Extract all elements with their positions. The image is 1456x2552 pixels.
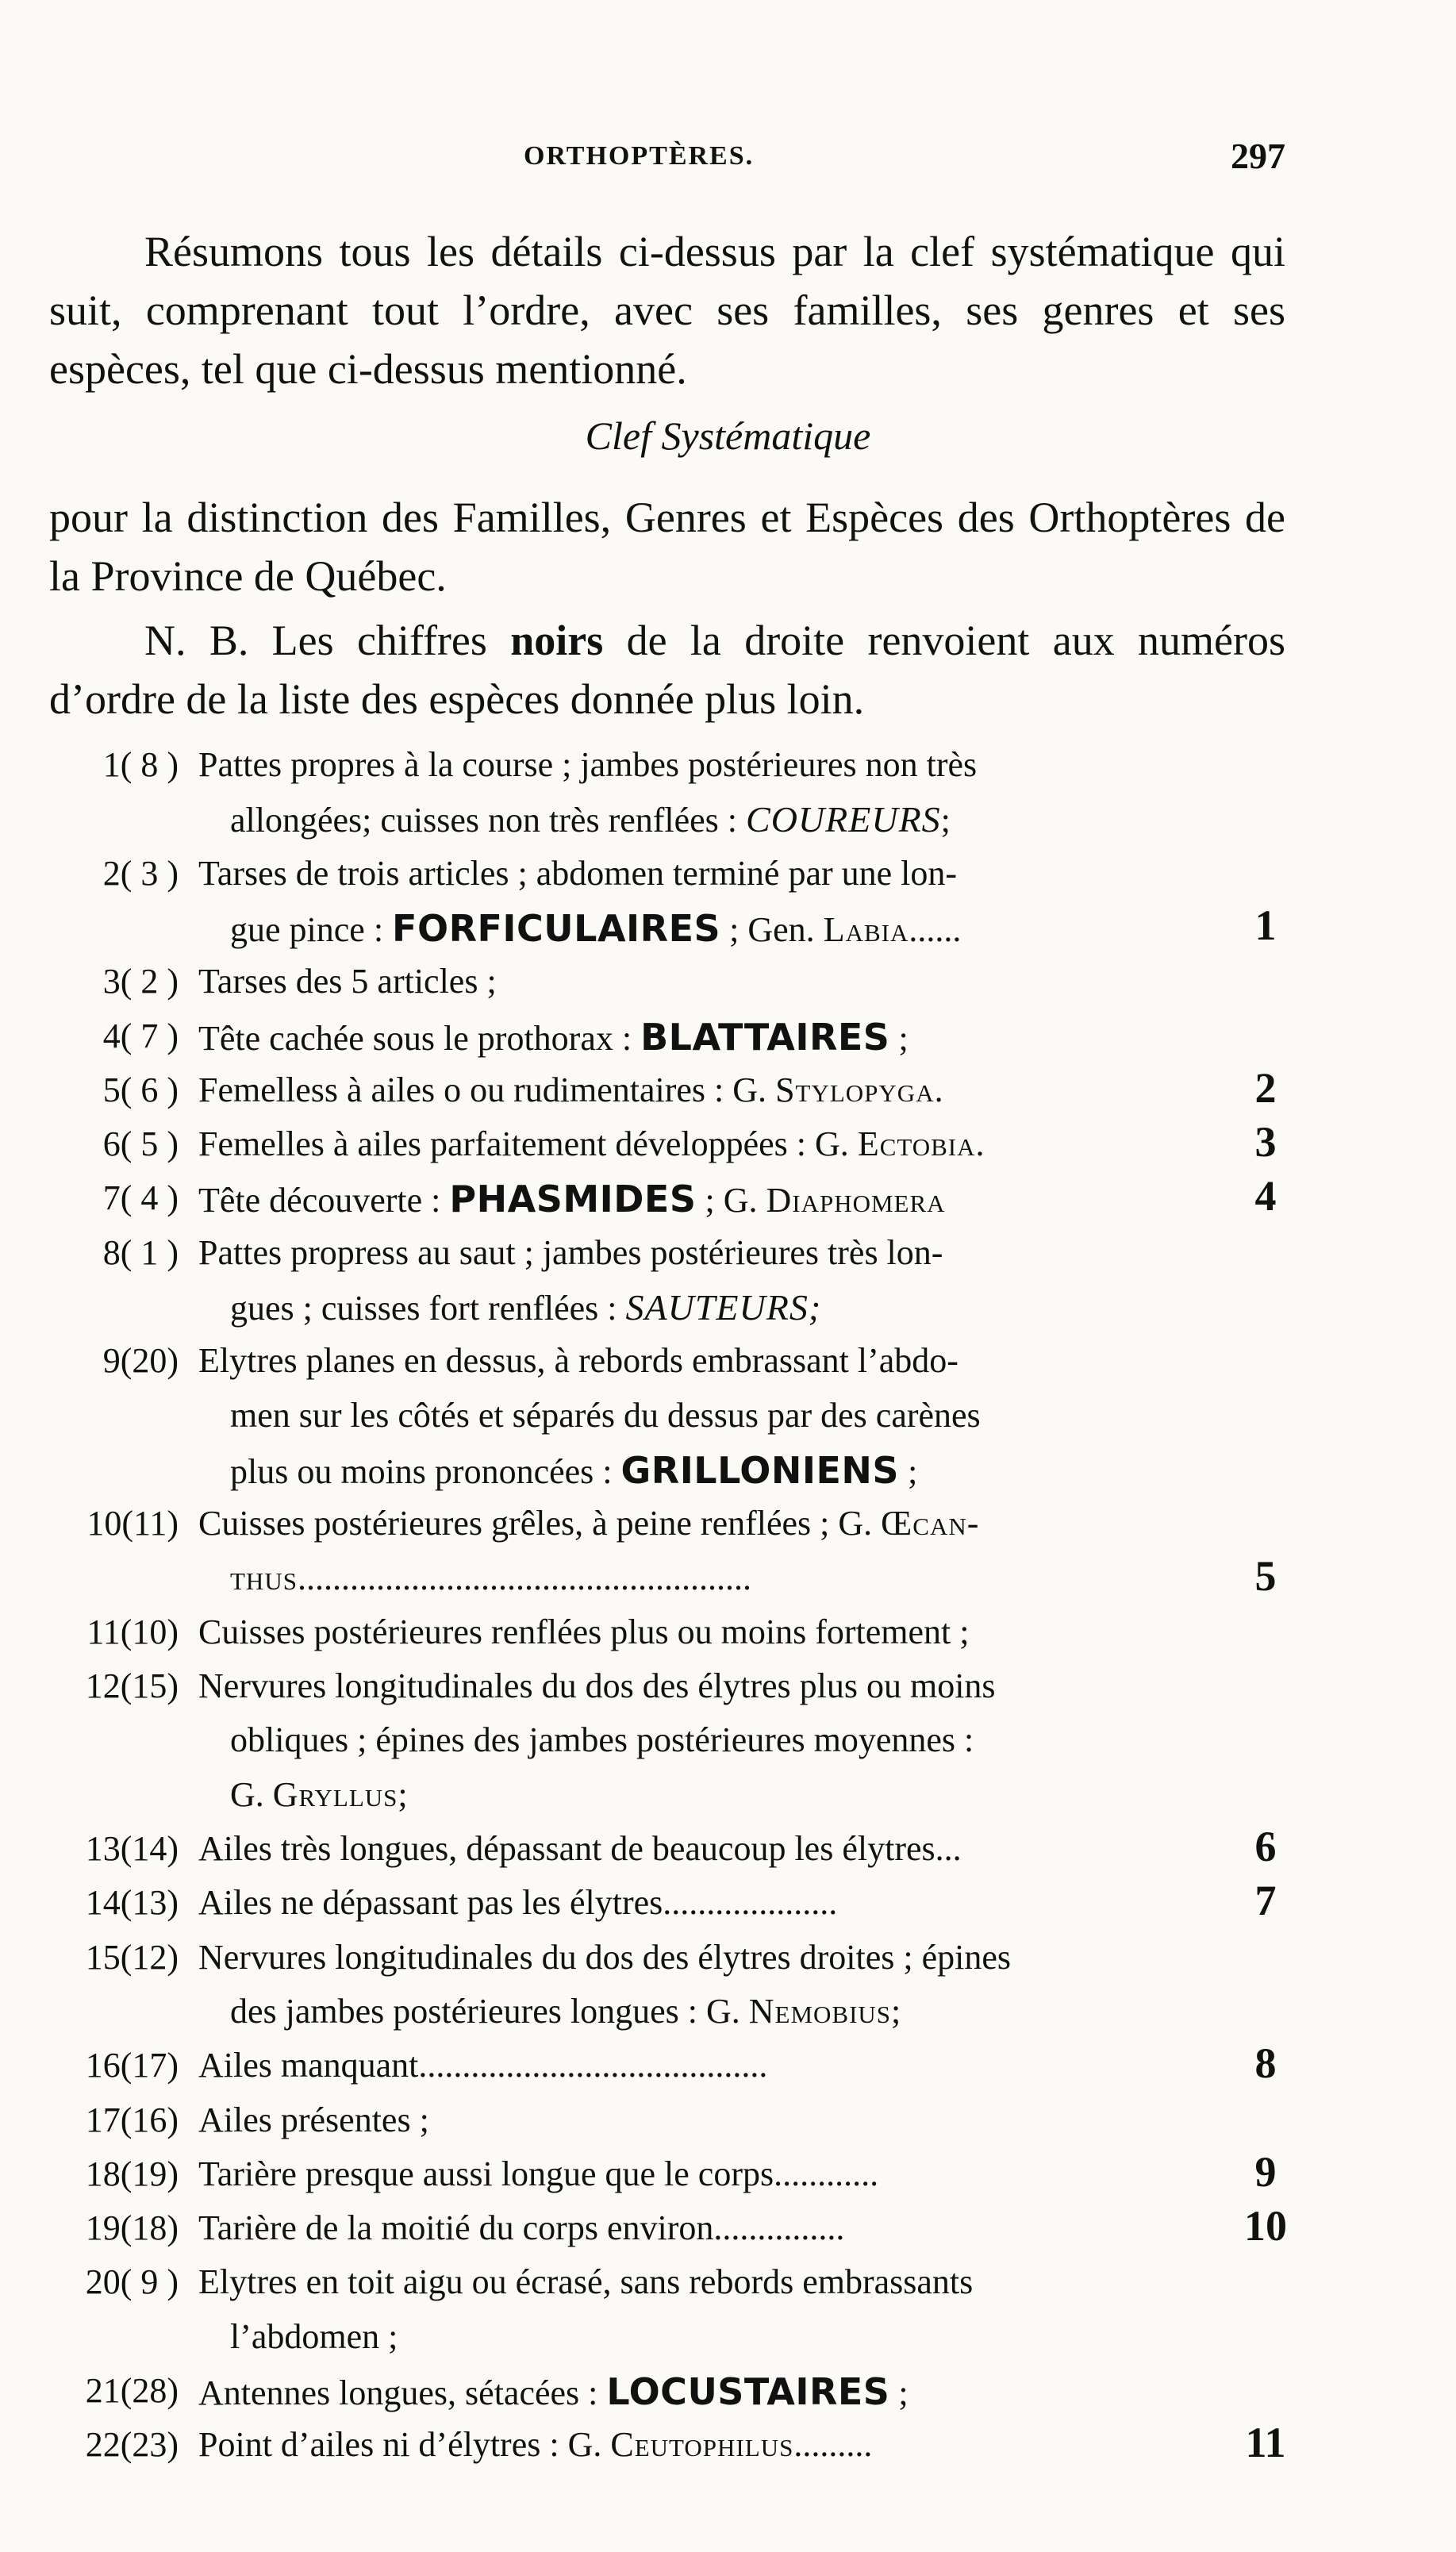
key-entry [0,1226,1456,1280]
key-entry [0,1171,1456,1225]
key-line-text [198,1666,1174,1706]
text-segment: obliques ; épines des jambes postérieures moyennes : [230,1720,974,1760]
key-line-text [198,1232,1174,1273]
running-head: ORTHOPTÈRES. [524,141,755,171]
key-entry [0,1931,1456,1985]
species-reference-number: 9 [1254,2147,1277,2196]
couplet-number: 4( 7 ) [102,1016,179,1055]
text-segment: Femelles à ailes parfaitement développées : G. [198,1124,858,1164]
key-line-text [230,1449,1174,1492]
key-entry [0,1497,1456,1551]
key-line-text [230,907,1174,950]
key-continuation-line [0,1280,1456,1334]
key-entry [0,1605,1456,1659]
key-line-text [198,2424,1174,2465]
key-continuation-line [0,1389,1456,1443]
key-line-text [198,1016,1174,1059]
text-segment: Cuisses postérieures renflées plus ou moins fortement ; [198,1612,970,1651]
text-segment: gue pince : [230,909,393,949]
key-line-text [198,2370,1174,2413]
family-name: GRILLONIENS [620,1448,900,1492]
key-line-text [198,1070,1174,1110]
key-continuation-line [0,1985,1456,2039]
text-segment: Tête cachée sous le prothorax : [198,1018,641,1058]
text-segment: men sur les côtés et séparés du dessus par des carènes [230,1395,981,1435]
key-entry [0,738,1456,792]
key-continuation-line [0,1768,1456,1822]
key-entry [0,2364,1456,2418]
text-segment: Ailes ne dépassant pas les élytres.................... [198,1883,838,1923]
section-title: Clef Systématique [585,413,871,458]
key-line-text [198,2154,1174,2194]
text-segment: Tarière de la moitié du corps environ............... [198,2208,845,2248]
couplet-number: 10(11) [86,1504,179,1543]
genus-name: Ceutophilus [610,2425,794,2465]
note-paragraph [49,611,1285,728]
key-line-text [230,1774,1174,1815]
key-line-text [198,744,1174,785]
key-entry [0,955,1456,1009]
text-segment: allongées; cuisses non très renflées : [230,801,747,840]
family-name: FORFICULAIRES [392,906,721,950]
key-entry [0,2255,1456,2309]
text-segment: Tarses des 5 articles ; [198,962,497,1001]
key-entry [0,1876,1456,1930]
key-entry [0,1063,1456,1117]
text-segment: ; [891,1991,901,2031]
key-entry [0,1117,1456,1171]
text-segment: Elytres planes en dessus, à rebords embrassant l’abdo- [198,1341,959,1381]
key-line-text [198,1612,1174,1652]
family-name: BLATTAIRES [640,1015,890,1059]
species-reference-number: 7 [1254,1877,1277,1925]
species-reference-number: 3 [1254,1118,1277,1166]
couplet-number: 5( 6 ) [102,1070,179,1109]
couplet-number: 2( 3 ) [102,853,179,893]
key-line-text [198,2208,1174,2248]
text-segment: Tête découverte : [198,1181,450,1220]
text-segment: ; [889,2373,909,2412]
species-reference-number: 4 [1254,1172,1277,1220]
key-line-text [198,1178,1174,1220]
couplet-number: 7( 4 ) [102,1178,179,1218]
key-continuation-line [0,1713,1456,1767]
text-segment: . [934,1070,943,1109]
key-line-text [198,1124,1174,1164]
key-line-text [230,1395,1174,1436]
group-name: COUREURS [746,799,941,840]
text-segment: ; [889,1018,909,1058]
note-text-after: de la droite renvoient aux numéros d’ordre de la liste des espèces donnée plus loin. [49,617,1285,723]
couplet-number: 9(20) [102,1341,179,1381]
key-line-text [230,2316,1174,2357]
key-line-text [198,1503,1174,1543]
text-segment: Pattes propres à la course ; jambes postérieures non très [198,745,978,784]
text-segment: .................................................... [297,1558,751,1597]
key-line-text [198,961,1174,1001]
couplet-number: 19(18) [85,2208,179,2248]
text-segment: ; G. [696,1181,766,1220]
text-segment: ; Gen. [720,909,824,949]
text-segment: Nervures longitudinales du dos des élytres plus ou moins [198,1666,996,1706]
text-segment: plus ou moins prononcées : [230,1451,621,1491]
species-reference-number: 11 [1245,2419,1286,2467]
key-line-text [198,2045,1174,2085]
couplet-number: 20( 9 ) [85,2262,179,2302]
text-segment: Antennes longues, sétacées : [198,2373,607,2412]
species-reference-number: 6 [1254,1823,1277,1870]
key-entry [0,1334,1456,1388]
key-entry [0,1822,1456,1876]
genus-name: Labia [823,909,909,949]
text-segment: G. [230,1774,273,1814]
key-line-text [230,1991,1174,2031]
page-number: 297 [1231,136,1285,176]
key-line-text [198,1340,1174,1381]
couplet-number: 12(15) [85,1666,179,1706]
family-name: LOCUSTAIRES [606,2370,890,2413]
genus-name: Nemobius [748,1991,892,2031]
key-entry [0,2039,1456,2093]
genus-name: Œcan- [881,1504,980,1543]
key-line-text [198,2262,1174,2302]
key-line-text [230,1720,1174,1760]
key-entry [0,2201,1456,2255]
key-line-text [198,2100,1174,2140]
genus-name: Stylopyga [775,1070,935,1109]
key-continuation-line [0,1551,1456,1605]
text-segment: ...... [909,909,962,949]
key-entry [0,1009,1456,1063]
genus-name: Gryllus [272,1774,398,1814]
key-entry [0,2093,1456,2147]
species-reference-number: 8 [1254,2039,1277,2088]
key-continuation-line [0,792,1456,846]
couplet-number: 21(28) [85,2371,179,2410]
text-segment: ; [398,1774,408,1814]
key-continuation-line [0,2310,1456,2364]
text-segment: Ailes manquant........................................ [198,2046,768,2085]
text-segment: . [975,1124,985,1164]
text-segment: Ailes très longues, dépassant de beaucoup les élytres... [198,1829,962,1868]
section-subtitle: pour la distinction des Familles, Genres et Espèces des Orthoptères de la Province de Québec. [49,494,1285,600]
key-continuation-line [0,901,1456,955]
text-segment: Cuisses postérieures grêles, à peine renflées ; G. [198,1504,882,1543]
text-segment: Tarses de trois articles ; abdomen terminé par une lon- [198,853,958,893]
couplet-number: 14(13) [85,1883,179,1923]
note-bold-word: noirs [510,617,604,664]
text-segment: des jambes postérieures longues : G. [230,1991,749,2031]
key-line-text [198,1828,1174,1869]
intro-paragraph: Résumons tous les détails ci-dessus par la clef systématique qui suit, comprenant tout l’ordre, avec ses familles, ses genres et ses espèces, tel que ci-dessus mentionné. [49,228,1285,393]
couplet-number: 6( 5 ) [102,1124,179,1164]
key-line-text [230,1558,1174,1598]
genus-name: thus [230,1558,298,1597]
text-segment: l’abdomen ; [230,2316,398,2356]
text-segment: Ailes présentes ; [198,2100,429,2139]
key-line-text [230,798,1174,840]
species-reference-number: 2 [1254,1063,1277,1112]
species-reference-number: 1 [1254,901,1277,949]
couplet-number: 16(17) [85,2046,179,2085]
text-segment: ; [940,801,951,840]
species-reference-number: 10 [1244,2202,1287,2250]
text-segment: Point d’ailes ni d’élytres : G. [198,2425,611,2465]
genus-name: Diaphomera [766,1181,946,1220]
couplet-number: 3( 2 ) [102,962,179,1001]
family-name: PHASMIDES [449,1178,697,1221]
couplet-number: 22(23) [85,2425,179,2465]
key-entry [0,1659,1456,1713]
key-line-text [198,1937,1174,1977]
text-segment: ; [899,1451,918,1491]
key-entry [0,847,1456,901]
note-text-before: N. B. Les chiffres [144,617,511,664]
text-segment: Nervures longitudinales du dos des élytres droites ; épines [198,1937,1012,1977]
key-continuation-line [0,1443,1456,1497]
species-reference-number: 5 [1254,1551,1277,1600]
page-header [524,136,1285,189]
text-segment: ......... [793,2425,873,2465]
key-entry [0,2147,1456,2201]
key-entry [0,2418,1456,2472]
couplet-number: 18(19) [85,2154,179,2193]
key-line-text [198,1882,1174,1923]
couplet-number: 1( 8 ) [102,745,179,784]
text-segment: Tarière presque aussi longue que le corps............ [198,2154,879,2193]
text-segment: Femelless à ailes o ou rudimentaires : G. [198,1070,776,1109]
text-segment: Elytres en toit aigu ou écrasé, sans rebords embrassants [198,2262,974,2302]
couplet-number: 11(10) [86,1612,179,1651]
group-name: SAUTEURS; [625,1287,822,1328]
key-line-text [230,1286,1174,1328]
text-segment: gues ; cuisses fort renflées : [230,1289,626,1328]
couplet-number: 15(12) [85,1937,179,1977]
couplet-number: 17(16) [85,2100,179,2139]
couplet-number: 13(14) [85,1829,179,1868]
genus-name: Ectobia [857,1124,976,1164]
key-line-text [198,853,1174,894]
couplet-number: 8( 1 ) [102,1232,179,1272]
text-segment: Pattes propress au saut ; jambes postérieures très lon- [198,1232,943,1272]
